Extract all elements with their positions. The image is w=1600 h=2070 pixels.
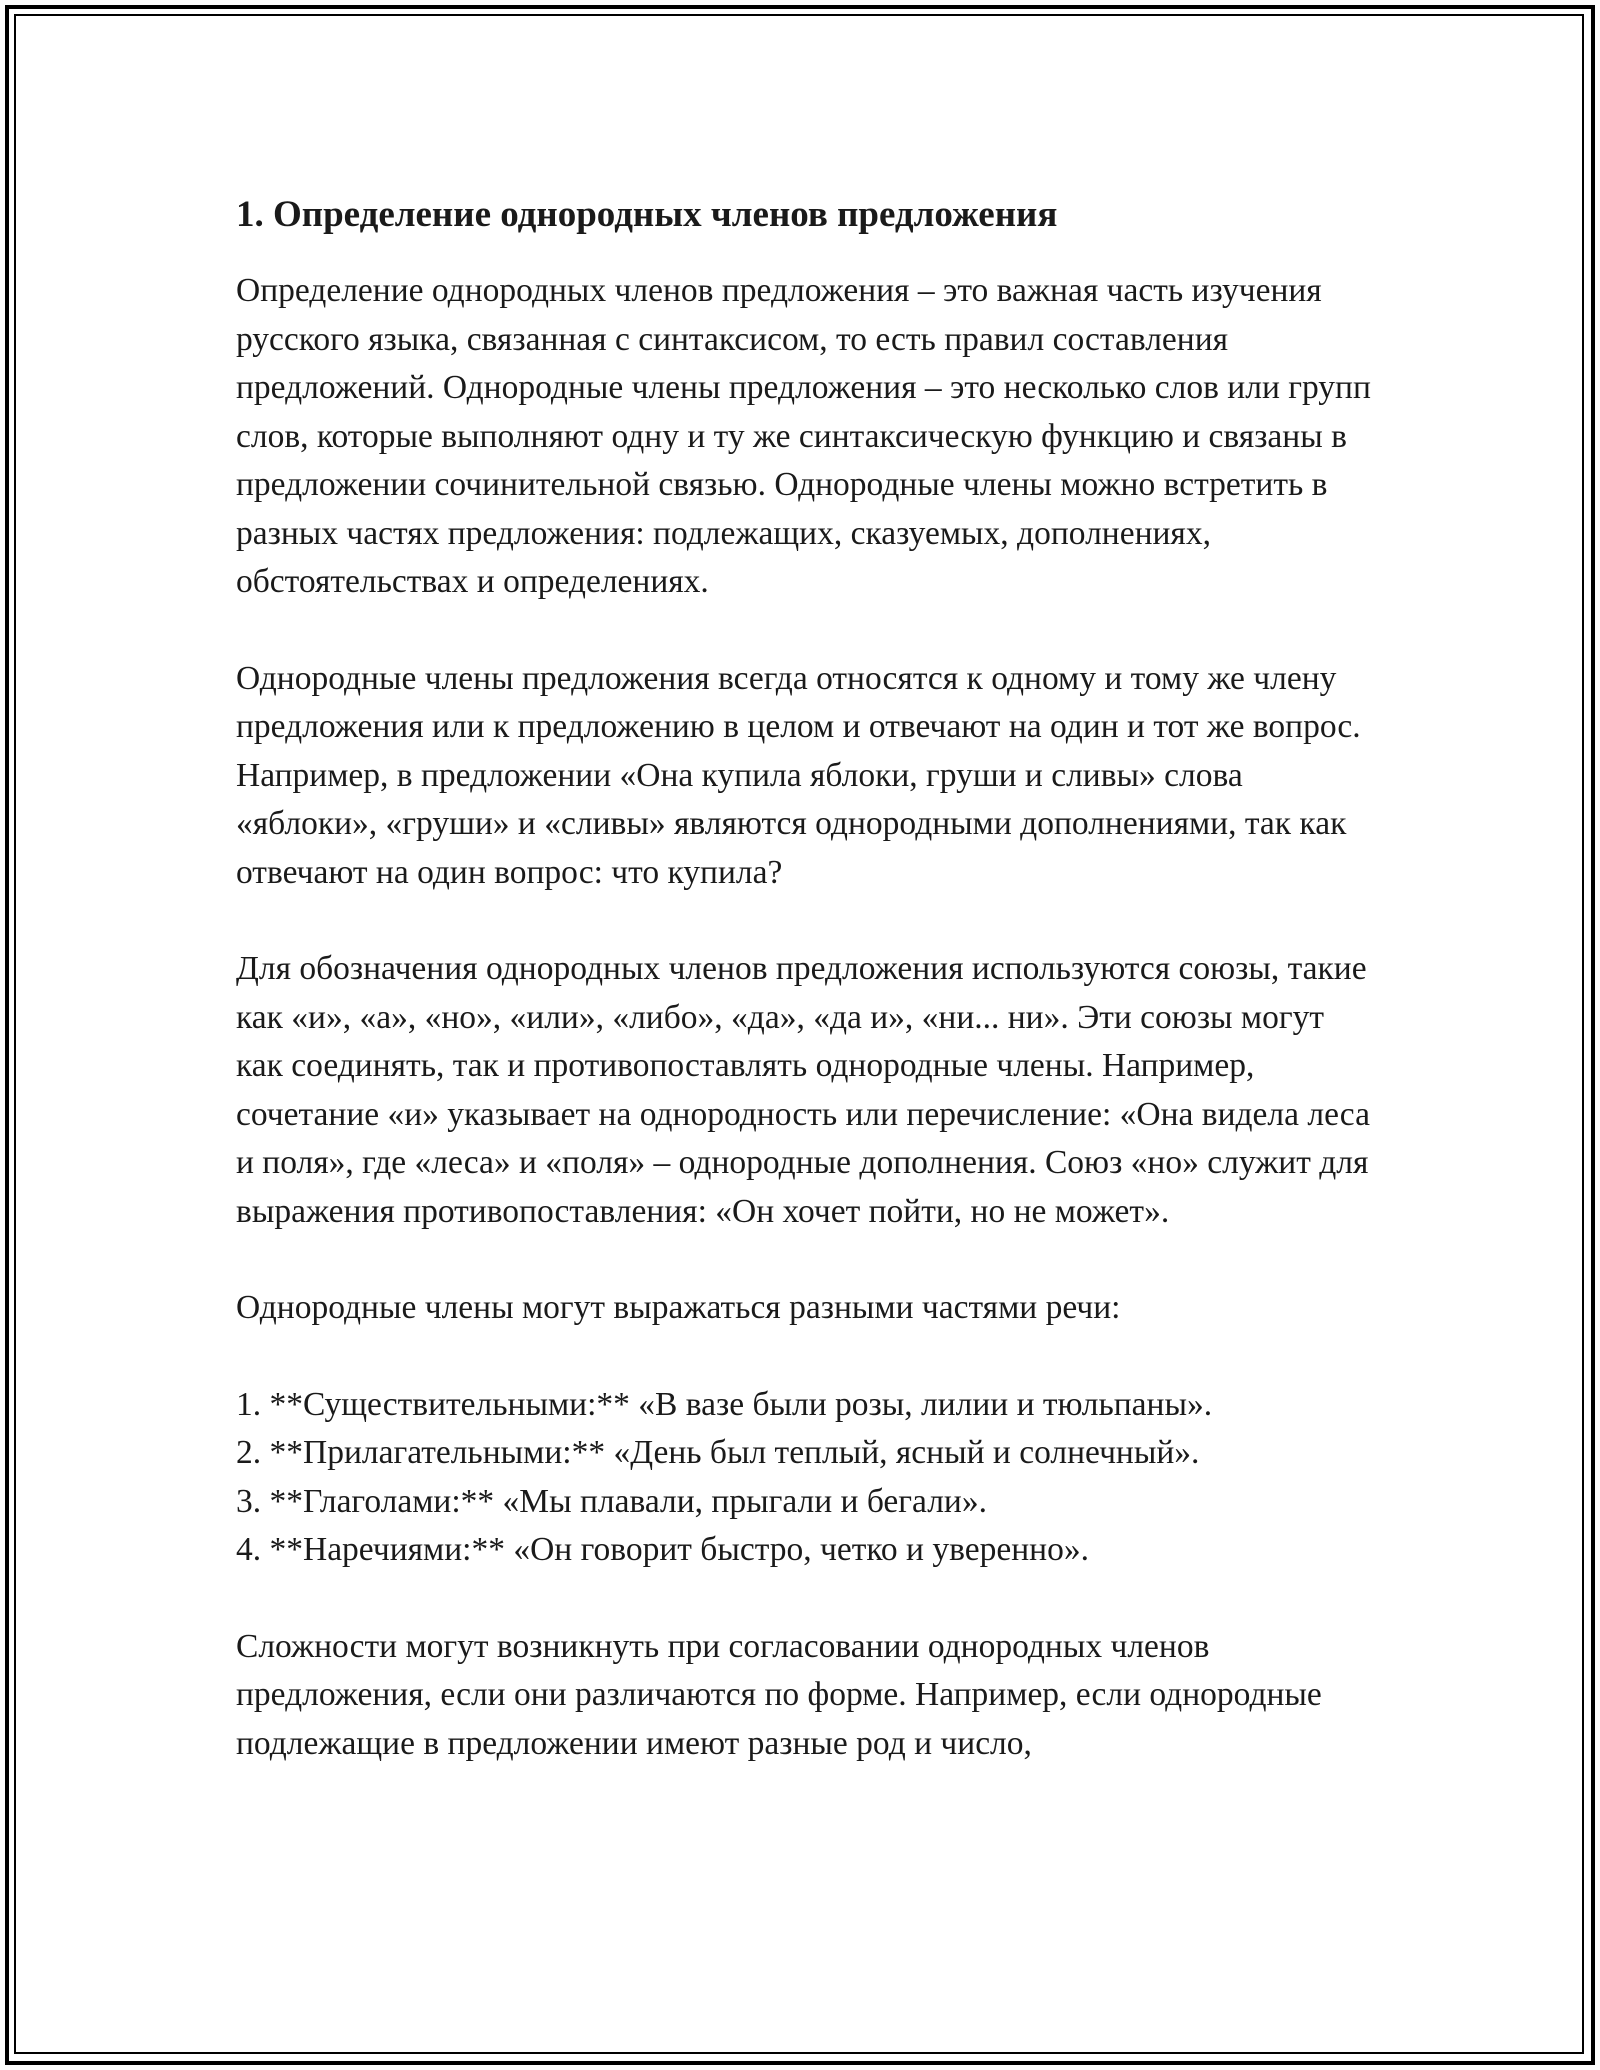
list-item: 3. **Глаголами:** «Мы плавали, прыгали и бегали». bbox=[236, 1482, 987, 1520]
paragraph-definition: Определение однородных членов предложения – это важная часть изучения русского языка, связанная с синтаксисом, то есть правил составления предложений. Однородные члены предложения – это несколько слов или групп слов, которые выполняют одну и ту же синтаксическую функцию и связаны в предложении сочинительной связью. Однородные члены можно встретить в разных частях предложения: подлежащих, сказуемых, дополнениях, обстоятельствах и определениях. bbox=[236, 272, 1371, 600]
paragraph-example: Однородные члены предложения всегда относятся к одному и тому же члену предложения или к предложению в целом и отвечают на один и тот же вопрос. Например, в предложении «Она купила яблоки, груши и сливы» слова «яблоки», «груши» и «сливы» являются однородными дополнениями, так как отвечают на один вопрос: что купила? bbox=[236, 659, 1361, 891]
section-heading: 1. Определение однородных членов предложения bbox=[236, 194, 1058, 235]
document-body bbox=[236, 185, 1376, 1816]
paragraph-conjunctions: Для обозначения однородных членов предложения используются союзы, такие как «и», «а», «но», «или», «либо», «да», «да и», «ни... ни». Эти союзы могут как соединять, так и противопоставлять однородные члены. Например, сочетание «и» указывает на однородность или перечисление: «Она видела леса и поля», где «леса» и «поля» – однородные дополнения. Союз «но» служит для выражения противопоставления: «Он хочет пойти, но не может». bbox=[236, 950, 1370, 1230]
paragraph-agreement: Сложности могут возникнуть при согласовании однородных членов предложения, если они различаются по форме. Например, если однородные подлежащие в предложении имеют разные род и число, bbox=[236, 1627, 1322, 1762]
paragraph-parts-of-speech-intro: Однородные члены могут выражаться разными частями речи: bbox=[236, 1289, 1121, 1326]
list-item: 2. **Прилагательными:** «День был теплый, ясный и солнечный». bbox=[236, 1434, 1200, 1471]
parts-of-speech-list bbox=[236, 1381, 1376, 1575]
list-item: 4. **Наречиями:** «Он говорит быстро, четко и уверенно». bbox=[236, 1531, 1089, 1568]
list-item: 1. **Существительными:** «В вазе были розы, лилии и тюльпаны». bbox=[236, 1385, 1213, 1423]
